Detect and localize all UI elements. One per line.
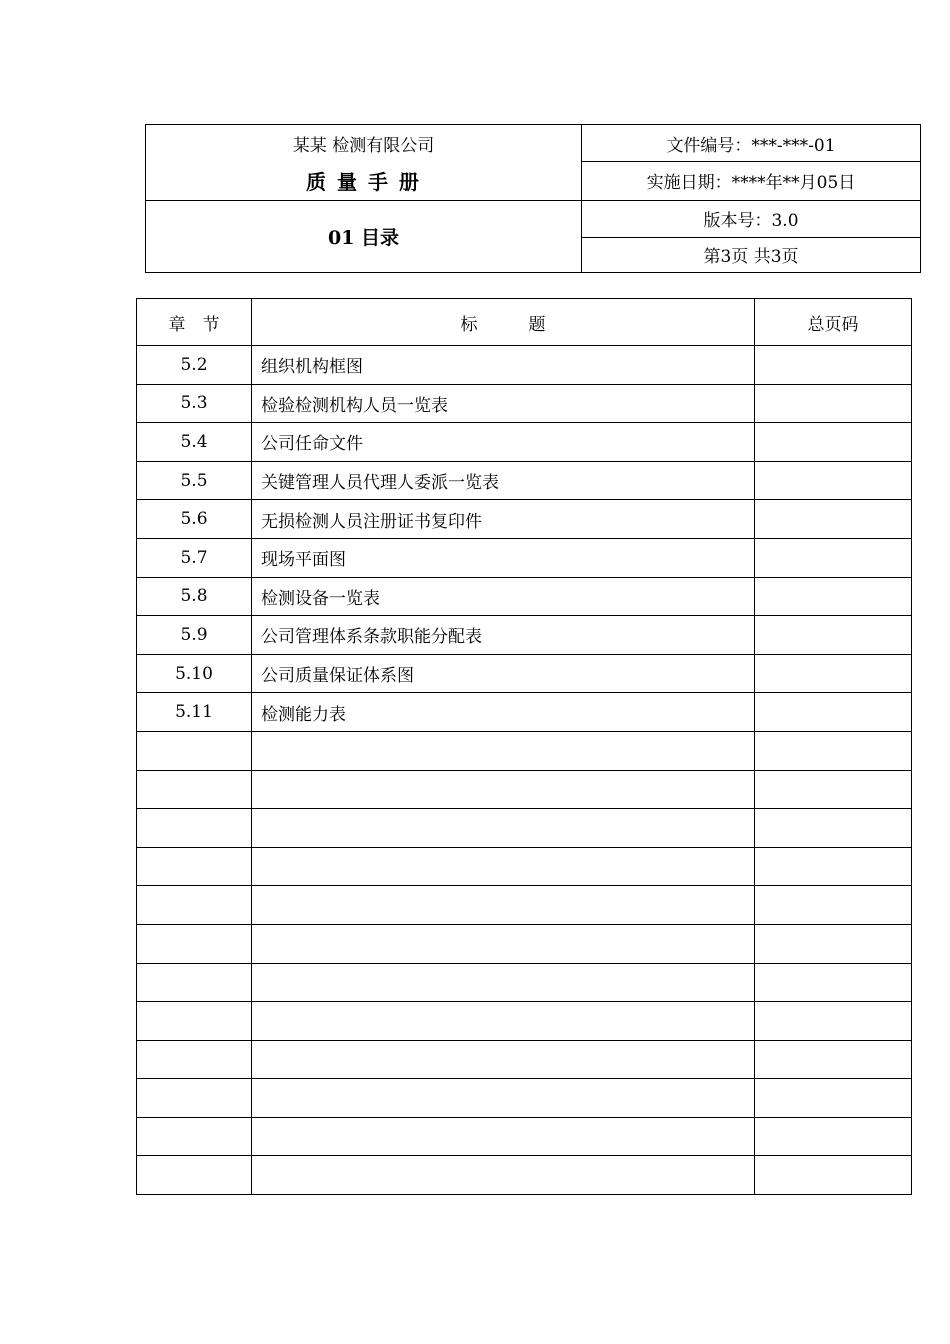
toc-title-cell: [252, 924, 755, 963]
toc-page-cell: [755, 1002, 912, 1041]
section-title: 01 目录: [327, 226, 400, 249]
table-row: [137, 500, 912, 539]
toc-title-cell: [252, 847, 755, 886]
toc-page-cell: [755, 538, 912, 577]
toc-page-cell: [755, 384, 912, 423]
toc-chapter-cell: [137, 1156, 252, 1195]
toc-page-cell: [755, 693, 912, 732]
toc-page-cell: [755, 886, 912, 925]
toc-chapter-cell: 5.5: [137, 461, 252, 500]
table-row: [137, 1079, 912, 1118]
company-name: 某某 检测有限公司: [292, 136, 435, 157]
toc-chapter-cell: [137, 963, 252, 1002]
toc-chapter-cell: 5.10: [137, 654, 252, 693]
toc-title-cell: [252, 1156, 755, 1195]
toc-chapter-cell: [137, 924, 252, 963]
header-title-cell: [146, 125, 582, 201]
toc-title-cell: 检测能力表: [252, 693, 755, 732]
file-number: 文件编号：***-***-01: [582, 125, 921, 162]
toc-chapter-cell: 5.7: [137, 538, 252, 577]
table-row: [137, 809, 912, 848]
toc-title-cell: [252, 1079, 755, 1118]
toc-page-cell: [755, 423, 912, 462]
toc-page-cell: [755, 1156, 912, 1195]
toc-page-cell: [755, 770, 912, 809]
table-row: [137, 346, 912, 385]
toc-title-cell: 公司质量保证体系图: [252, 654, 755, 693]
toc-chapter-cell: 5.9: [137, 616, 252, 655]
toc-chapter-cell: [137, 1002, 252, 1041]
toc-title-cell: 公司任命文件: [252, 423, 755, 462]
toc-page-cell: [755, 809, 912, 848]
toc-page-cell: [755, 1079, 912, 1118]
toc-title-cell: 关键管理人员代理人委派一览表: [252, 461, 755, 500]
toc-title-cell: 组织机构框图: [252, 346, 755, 385]
toc-chapter-cell: [137, 1079, 252, 1118]
table-row: [137, 616, 912, 655]
toc-title-cell: [252, 809, 755, 848]
toc-page-cell: [755, 963, 912, 1002]
toc-chapter-cell: 5.4: [137, 423, 252, 462]
toc-page-cell: [755, 577, 912, 616]
toc-title-cell: 现场平面图: [252, 538, 755, 577]
table-row: [137, 770, 912, 809]
table-row: [137, 1002, 912, 1041]
table-row: [137, 1040, 912, 1079]
toc-page-cell: [755, 616, 912, 655]
toc-page-cell: [755, 346, 912, 385]
toc-chapter-cell: [137, 1040, 252, 1079]
table-row: [137, 924, 912, 963]
section-title-cell: [146, 200, 582, 273]
table-row: [137, 963, 912, 1002]
document-header-table: [145, 124, 921, 273]
toc-title-cell: 无损检测人员注册证书复印件: [252, 500, 755, 539]
toc-chapter-cell: 5.8: [137, 577, 252, 616]
version-number: 版本号：3.0: [582, 200, 921, 237]
toc-title-cell: [252, 963, 755, 1002]
toc-title-cell: [252, 770, 755, 809]
manual-title: 质 量 手 册: [306, 170, 421, 195]
toc-title-cell: [252, 1040, 755, 1079]
toc-page-cell: [755, 731, 912, 770]
toc-page-cell: [755, 500, 912, 539]
toc-page-cell: [755, 847, 912, 886]
table-row: [137, 384, 912, 423]
toc-header-row: [137, 299, 912, 346]
toc-title-cell: 公司管理体系条款职能分配表: [252, 616, 755, 655]
toc-page-cell: [755, 1040, 912, 1079]
table-row: [137, 654, 912, 693]
toc-title-cell: [252, 886, 755, 925]
table-row: [137, 1156, 912, 1195]
table-row: [137, 538, 912, 577]
table-row: [137, 847, 912, 886]
toc-chapter-cell: [137, 1117, 252, 1156]
column-header-chapter: 章 节: [137, 299, 252, 346]
toc-title-cell: [252, 1117, 755, 1156]
implementation-date: 实施日期：****年**月05日: [582, 162, 921, 200]
table-row: [137, 886, 912, 925]
toc-title-cell: 检验检测机构人员一览表: [252, 384, 755, 423]
toc-table: [136, 298, 912, 1195]
column-header-title: 标 题: [252, 299, 755, 346]
toc-chapter-cell: [137, 847, 252, 886]
toc-title-cell: 检测设备一览表: [252, 577, 755, 616]
toc-title-cell: [252, 731, 755, 770]
table-row: [137, 1117, 912, 1156]
toc-title-cell: [252, 1002, 755, 1041]
toc-page-cell: [755, 461, 912, 500]
toc-chapter-cell: 5.6: [137, 500, 252, 539]
toc-page-cell: [755, 654, 912, 693]
toc-chapter-cell: [137, 731, 252, 770]
toc-chapter-cell: [137, 809, 252, 848]
toc-page-cell: [755, 1117, 912, 1156]
toc-page-cell: [755, 924, 912, 963]
table-row: [137, 731, 912, 770]
table-row: [137, 461, 912, 500]
toc-chapter-cell: 5.2: [137, 346, 252, 385]
page-info: 第3页 共3页: [582, 237, 921, 272]
toc-chapter-cell: [137, 886, 252, 925]
table-row: [137, 693, 912, 732]
column-header-page: 总页码: [755, 299, 912, 346]
toc-chapter-cell: 5.3: [137, 384, 252, 423]
toc-chapter-cell: 5.11: [137, 693, 252, 732]
toc-chapter-cell: [137, 770, 252, 809]
table-row: [137, 423, 912, 462]
table-row: [137, 577, 912, 616]
